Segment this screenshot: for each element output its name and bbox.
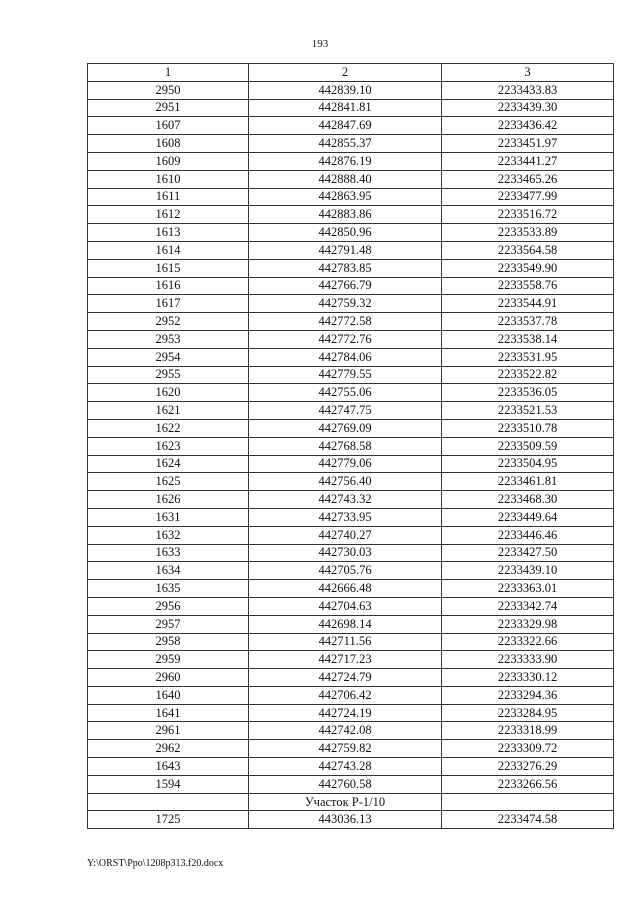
point-number-cell: 1643 [88, 758, 249, 776]
y-coordinate-cell: 2233439.30 [442, 99, 614, 117]
table-row [88, 224, 614, 242]
y-coordinate-cell: 2233436.42 [442, 117, 614, 135]
table-row [88, 704, 614, 722]
point-number-cell: 2952 [88, 313, 249, 331]
point-number-cell: 1625 [88, 473, 249, 491]
x-coordinate-cell: 442756.40 [249, 473, 442, 491]
table-row [88, 313, 614, 331]
table-row [88, 580, 614, 598]
point-number-cell: 1641 [88, 704, 249, 722]
x-coordinate-cell: 442779.55 [249, 366, 442, 384]
point-number-cell: 1626 [88, 491, 249, 509]
x-coordinate-cell: 442888.40 [249, 170, 442, 188]
y-coordinate-cell: 2233521.53 [442, 402, 614, 420]
table-header-row [88, 64, 614, 82]
section-empty-cell [442, 793, 614, 811]
column-header-point-number: 1 [88, 64, 249, 82]
y-coordinate-cell: 2233538.14 [442, 330, 614, 348]
y-coordinate-cell: 2233468.30 [442, 491, 614, 509]
y-coordinate-cell: 2233533.89 [442, 224, 614, 242]
section-empty-cell [88, 793, 249, 811]
x-coordinate-cell: 442743.32 [249, 491, 442, 509]
table-row [88, 455, 614, 473]
point-number-cell: 1640 [88, 686, 249, 704]
y-coordinate-cell: 2233477.99 [442, 188, 614, 206]
point-number-cell: 2953 [88, 330, 249, 348]
y-coordinate-cell: 2233516.72 [442, 206, 614, 224]
x-coordinate-cell: 442784.06 [249, 348, 442, 366]
x-coordinate-cell: 442724.19 [249, 704, 442, 722]
point-number-cell: 1632 [88, 526, 249, 544]
y-coordinate-cell: 2233451.97 [442, 135, 614, 153]
y-coordinate-cell: 2233439.10 [442, 562, 614, 580]
table-row [88, 686, 614, 704]
point-number-cell: 1612 [88, 206, 249, 224]
table-row [88, 241, 614, 259]
section-label: Участок Р-1/10 [249, 793, 442, 811]
x-coordinate-cell: 442850.96 [249, 224, 442, 242]
table-row [88, 295, 614, 313]
y-coordinate-cell: 2233294.36 [442, 686, 614, 704]
table-row [88, 562, 614, 580]
x-coordinate-cell: 442733.95 [249, 508, 442, 526]
x-coordinate-cell: 442743.28 [249, 758, 442, 776]
x-coordinate-cell: 442666.48 [249, 580, 442, 598]
table-row [88, 384, 614, 402]
table-row [88, 170, 614, 188]
x-coordinate-cell: 442724.79 [249, 669, 442, 687]
y-coordinate-cell: 2233333.90 [442, 651, 614, 669]
point-number-cell: 1615 [88, 259, 249, 277]
table-row [88, 758, 614, 776]
coordinates-table [87, 63, 614, 829]
table-row [88, 508, 614, 526]
table-row [88, 330, 614, 348]
x-coordinate-cell: 443036.13 [249, 811, 442, 829]
table-row [88, 117, 614, 135]
point-number-cell: 1635 [88, 580, 249, 598]
y-coordinate-cell: 2233549.90 [442, 259, 614, 277]
y-coordinate-cell: 2233449.64 [442, 508, 614, 526]
table-row [88, 669, 614, 687]
table-row [88, 99, 614, 117]
point-number-cell: 1616 [88, 277, 249, 295]
y-coordinate-cell: 2233504.95 [442, 455, 614, 473]
y-coordinate-cell: 2233266.56 [442, 775, 614, 793]
document-file-path: Y:\ORST\Ppo\1208p313.f20.docx [87, 858, 224, 869]
x-coordinate-cell: 442742.08 [249, 722, 442, 740]
x-coordinate-cell: 442760.58 [249, 775, 442, 793]
y-coordinate-cell: 2233509.59 [442, 437, 614, 455]
point-number-cell: 1609 [88, 152, 249, 170]
y-coordinate-cell: 2233433.83 [442, 81, 614, 99]
x-coordinate-cell: 442772.58 [249, 313, 442, 331]
point-number-cell: 2958 [88, 633, 249, 651]
table-row [88, 491, 614, 509]
x-coordinate-cell: 442705.76 [249, 562, 442, 580]
table-row [88, 259, 614, 277]
table-row [88, 152, 614, 170]
table-row [88, 597, 614, 615]
y-coordinate-cell: 2233474.58 [442, 811, 614, 829]
point-number-cell: 1611 [88, 188, 249, 206]
point-number-cell: 2960 [88, 669, 249, 687]
x-coordinate-cell: 442730.03 [249, 544, 442, 562]
x-coordinate-cell: 442711.56 [249, 633, 442, 651]
table-row [88, 81, 614, 99]
table-row [88, 633, 614, 651]
y-coordinate-cell: 2233446.46 [442, 526, 614, 544]
table-row [88, 366, 614, 384]
point-number-cell: 1610 [88, 170, 249, 188]
x-coordinate-cell: 442769.09 [249, 419, 442, 437]
table-row [88, 811, 614, 829]
point-number-cell: 2959 [88, 651, 249, 669]
point-number-cell: 2955 [88, 366, 249, 384]
table-row [88, 348, 614, 366]
x-coordinate-cell: 442766.79 [249, 277, 442, 295]
point-number-cell: 1617 [88, 295, 249, 313]
point-number-cell: 1633 [88, 544, 249, 562]
y-coordinate-cell: 2233510.78 [442, 419, 614, 437]
section-row [88, 793, 614, 811]
y-coordinate-cell: 2233522.82 [442, 366, 614, 384]
y-coordinate-cell: 2233318.99 [442, 722, 614, 740]
y-coordinate-cell: 2233322.66 [442, 633, 614, 651]
page-number: 193 [311, 38, 329, 50]
x-coordinate-cell: 442863.95 [249, 188, 442, 206]
y-coordinate-cell: 2233330.12 [442, 669, 614, 687]
point-number-cell: 1620 [88, 384, 249, 402]
y-coordinate-cell: 2233309.72 [442, 740, 614, 758]
table-body [88, 81, 614, 828]
table-row [88, 722, 614, 740]
x-coordinate-cell: 442791.48 [249, 241, 442, 259]
point-number-cell: 1613 [88, 224, 249, 242]
x-coordinate-cell: 442841.81 [249, 99, 442, 117]
point-number-cell: 1624 [88, 455, 249, 473]
table-row [88, 526, 614, 544]
x-coordinate-cell: 442759.82 [249, 740, 442, 758]
y-coordinate-cell: 2233558.76 [442, 277, 614, 295]
y-coordinate-cell: 2233564.58 [442, 241, 614, 259]
x-coordinate-cell: 442779.06 [249, 455, 442, 473]
y-coordinate-cell: 2233427.50 [442, 544, 614, 562]
y-coordinate-cell: 2233531.95 [442, 348, 614, 366]
table-row [88, 206, 614, 224]
point-number-cell: 1614 [88, 241, 249, 259]
table-row [88, 615, 614, 633]
y-coordinate-cell: 2233363.01 [442, 580, 614, 598]
y-coordinate-cell: 2233544.91 [442, 295, 614, 313]
x-coordinate-cell: 442839.10 [249, 81, 442, 99]
column-header-y-coordinate: 3 [442, 64, 614, 82]
table-row [88, 775, 614, 793]
point-number-cell: 1725 [88, 811, 249, 829]
table-row [88, 437, 614, 455]
x-coordinate-cell: 442698.14 [249, 615, 442, 633]
point-number-cell: 2957 [88, 615, 249, 633]
table-row [88, 651, 614, 669]
point-number-cell: 2961 [88, 722, 249, 740]
y-coordinate-cell: 2233465.26 [442, 170, 614, 188]
point-number-cell: 2951 [88, 99, 249, 117]
x-coordinate-cell: 442883.86 [249, 206, 442, 224]
x-coordinate-cell: 442783.85 [249, 259, 442, 277]
y-coordinate-cell: 2233329.98 [442, 615, 614, 633]
table-row [88, 135, 614, 153]
x-coordinate-cell: 442755.06 [249, 384, 442, 402]
point-number-cell: 1623 [88, 437, 249, 455]
y-coordinate-cell: 2233342.74 [442, 597, 614, 615]
point-number-cell: 1607 [88, 117, 249, 135]
y-coordinate-cell: 2233284.95 [442, 704, 614, 722]
x-coordinate-cell: 442876.19 [249, 152, 442, 170]
table-row [88, 544, 614, 562]
x-coordinate-cell: 442740.27 [249, 526, 442, 544]
x-coordinate-cell: 442847.69 [249, 117, 442, 135]
x-coordinate-cell: 442759.32 [249, 295, 442, 313]
x-coordinate-cell: 442747.75 [249, 402, 442, 420]
y-coordinate-cell: 2233536.05 [442, 384, 614, 402]
point-number-cell: 1608 [88, 135, 249, 153]
point-number-cell: 2950 [88, 81, 249, 99]
table-row [88, 473, 614, 491]
x-coordinate-cell: 442704.63 [249, 597, 442, 615]
y-coordinate-cell: 2233441.27 [442, 152, 614, 170]
point-number-cell: 1634 [88, 562, 249, 580]
y-coordinate-cell: 2233276.29 [442, 758, 614, 776]
point-number-cell: 2956 [88, 597, 249, 615]
x-coordinate-cell: 442772.76 [249, 330, 442, 348]
table-row [88, 402, 614, 420]
x-coordinate-cell: 442706.42 [249, 686, 442, 704]
x-coordinate-cell: 442768.58 [249, 437, 442, 455]
point-number-cell: 2962 [88, 740, 249, 758]
table-row [88, 188, 614, 206]
y-coordinate-cell: 2233537.78 [442, 313, 614, 331]
x-coordinate-cell: 442855.37 [249, 135, 442, 153]
table-row [88, 277, 614, 295]
point-number-cell: 2954 [88, 348, 249, 366]
point-number-cell: 1622 [88, 419, 249, 437]
table-row [88, 419, 614, 437]
column-header-x-coordinate: 2 [249, 64, 442, 82]
point-number-cell: 1621 [88, 402, 249, 420]
table-row [88, 740, 614, 758]
y-coordinate-cell: 2233461.81 [442, 473, 614, 491]
point-number-cell: 1631 [88, 508, 249, 526]
x-coordinate-cell: 442717.23 [249, 651, 442, 669]
point-number-cell: 1594 [88, 775, 249, 793]
